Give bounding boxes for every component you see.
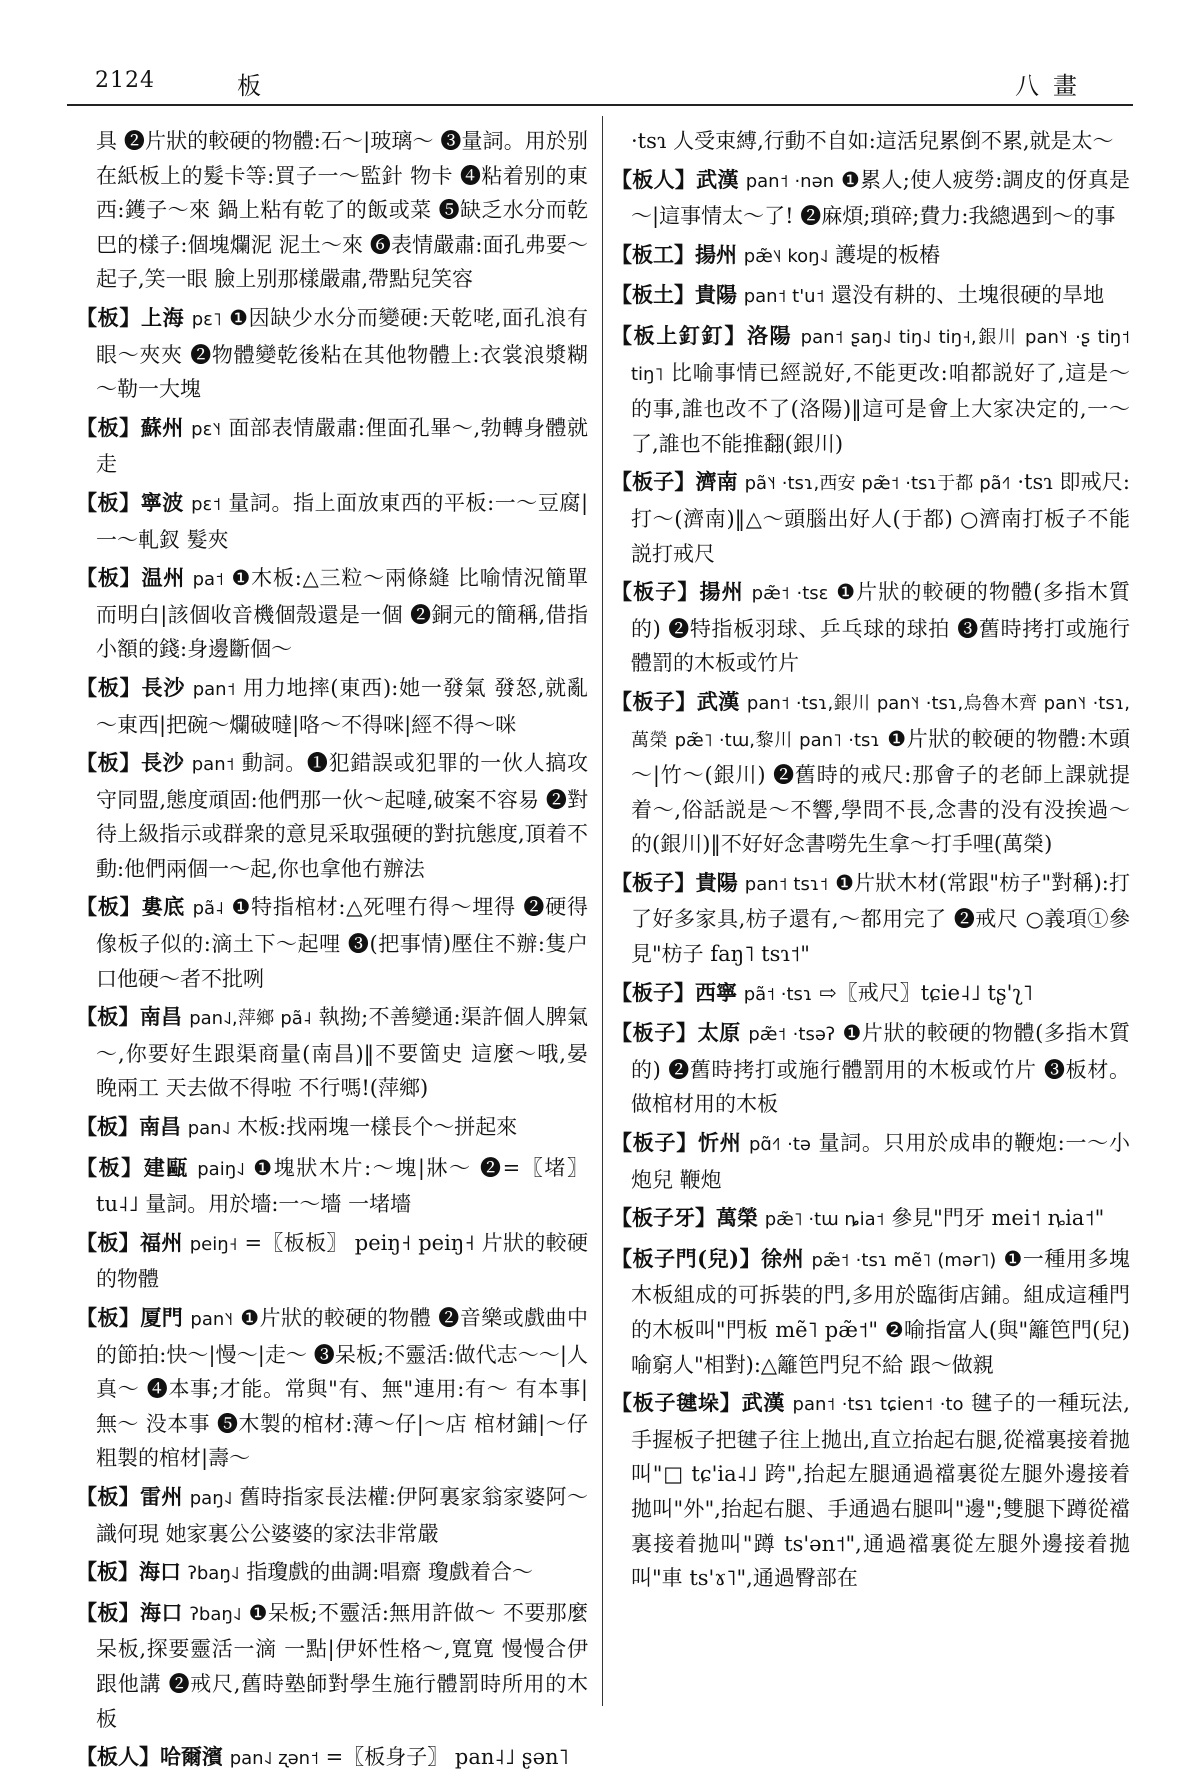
entry-dialect: 萬榮 [716, 1205, 758, 1231]
entry-headword: 【板】 [76, 1004, 140, 1030]
entry-headword: 【板子】 [611, 1020, 698, 1046]
entry-definition: 護堤的板樁 [835, 242, 941, 267]
entry-headword: 【板工】 [611, 241, 695, 267]
entry-dialect: 徐州 [761, 1245, 805, 1271]
entry-pronunciation: pæ̃˦ ·tsɿ mẽ˥ (mər˥) [811, 1249, 997, 1271]
entry-pronunciation: pan˥˧ [190, 1309, 234, 1330]
dictionary-entry [76, 746, 588, 886]
entry-pronunciation: pan˦ [191, 754, 235, 776]
dictionary-entry [611, 1242, 1130, 1382]
entry-definition: 具 ❷片狀的較硬的物體:石～|玻璃～ ❸量詞。用於别在紙板上的髮卡等:買子一～監針 物卡 ❹粘着别的東西:鑊子～來 鍋上粘有乾了的飯或菜 ❺缺乏水分而乾巴的樣子:個塊爛泥 泥土～來 ❻表情嚴肅:面孔弗要～起子,笑一眼 臉上别那樣嚴肅,帶點兒笑容 [96, 129, 588, 292]
section-label: 八畫 [1015, 72, 1091, 100]
entry-dialect: 貴陽 [695, 282, 737, 308]
entry-definition: 毽子的一種玩法,手握板子把毽子往上拋出,直立抬起右腿,從襠裏接着拋叫"□ tɕ'ia˨˩ 跨",抬起左腿通過襠裏從左腿外邊接着拋叫"外",抬起右腿、手通過右腿叫"邊";雙腿下蹲從襠裏接着拋叫"蹲 ts'ən˦",通過襠裏從左腿外邊接着拋叫"車 ts'ɤ˥",通過臀部在 [631, 1391, 1130, 1591]
dictionary-entry [611, 319, 1130, 461]
entry-pronunciation: pan˦ t'u˦ [743, 286, 825, 308]
entry-definition: ❶塊狀木片:～塊|牀～ ❷=〖堵〗 tu˨˩ 量詞。用於墻:一～墻 一堵墻 [96, 1155, 589, 1217]
page-header [67, 62, 1133, 110]
left-column [76, 124, 588, 1781]
entry-pronunciation: pæ̃˦ ·tsɛ [751, 583, 829, 605]
entry-pronunciation: pæ̃˦ ·tsəʔ [748, 1024, 836, 1046]
entry-dialect: 上海 [141, 304, 185, 330]
entry-dialect: 太原 [697, 1020, 741, 1046]
entry-dialect: 揚州 [699, 579, 744, 605]
dictionary-entry [76, 1226, 588, 1297]
dictionary-entry [76, 486, 588, 557]
entry-pronunciation: pã˥˧ ·tsɿ,西安 pæ̃˦ ·tsɿ于都 pã˧˥ [744, 473, 1011, 495]
entry-dialect: 長沙 [141, 750, 185, 776]
entry-headword: 【板】 [76, 1154, 144, 1180]
entry-dialect: 寧波 [140, 489, 184, 515]
entry-definition: 動詞。❶犯錯誤或犯罪的一伙人搞攻守同盟,態度頑固:他們那一伙～起噠,破案不容易 ❷對待上級指示或群衆的意見采取强硬的對抗態度,頂着不動:他們兩個一～起,你也拿他冇辦法 [96, 751, 588, 881]
entry-dialect: 建甌 [143, 1154, 189, 1180]
entry-definition: ❶片狀的較硬的物體:木頭～|竹～(銀川) ❷舊時的戒尺:那會子的老師上課就提着～,俗話説是～不響,學問不長,念書的没有没挨過～的(銀川)‖不好好念書嘮先生拿～打手哩(萬榮) [631, 726, 1131, 857]
entry-pronunciation: ʔbaŋ˨˩ [189, 1603, 242, 1625]
dictionary-entry [76, 1740, 588, 1777]
entry-pronunciation: pan˦ ·tsɿ,銀川 pan˥˧ ·tsɿ,烏魯木齊 pan˥˧ ·tsɿ,萬榮 pæ̃˥ ·tɯ,黎川 pan˥ ·tsɿ [631, 692, 1130, 751]
entry-headword: 【板子】 [611, 979, 695, 1005]
dictionary-entry [76, 301, 588, 407]
entry-definition: 面部表情嚴肅:俚面孔畢～,勃轉身體就走 [96, 415, 589, 477]
entry-headword: 【板】 [76, 414, 141, 440]
entry-headword: 【板】 [76, 674, 142, 700]
dictionary-entry [76, 1110, 588, 1147]
entry-definition: ⇨〖戒尺〗tɕie˨˩ tʂ'ʅ˥ [819, 980, 1034, 1005]
entry-pronunciation: pɛ˥˧ [191, 418, 222, 440]
dictionary-entry [611, 685, 1130, 862]
entry-definition: 比喻事情已經説好,不能更改:咱都説好了,這是～的事,誰也改不了(洛陽)‖這可是會上大家决定的,一～了,誰也不能推翻(銀川) [631, 360, 1130, 456]
entry-pronunciation: pã˨ [192, 898, 224, 920]
dictionary-entry [611, 866, 1130, 972]
entry-pronunciation: pan˦ ·nən [745, 170, 835, 192]
dictionary-entry [76, 671, 588, 742]
dictionary-entry [76, 1480, 588, 1551]
entry-headword: 【板土】 [611, 282, 695, 308]
entry-dialect: 西寧 [695, 979, 737, 1005]
entry-dialect: 武漢 [741, 1390, 786, 1416]
entry-headword: 【板】 [76, 304, 141, 330]
entry-headword: 【板】 [76, 1229, 140, 1255]
entry-pronunciation: pan˦ ʂaŋ˨˩ tiŋ˨˩ tiŋ˧,銀川 pan˥˧ ·ʂ tiŋ˦ tiŋ˥ [631, 326, 1130, 385]
entry-definition: 量詞。指上面放東西的平板:一～豆腐|一～軋釵 髮夾 [96, 490, 589, 552]
entry-dialect: 海口 [139, 1559, 181, 1585]
right-column [611, 124, 1130, 1600]
dictionary-entry [76, 1151, 588, 1222]
entry-pronunciation: peiŋ˧ [189, 1233, 238, 1255]
dictionary-entry [611, 575, 1130, 681]
entry-definition: ❶片狀的較硬的物體 ❷音樂或戲曲中的節拍:快～|慢～|走～ ❸呆板;不靈活:做代志～～|人真～ ❹本事;才能。常與"有、無"連用:有～ 有本事|無～ 没本事 ❺木製的棺材:薄～仔|～店 棺材鋪|～仔 粗製的棺材|壽～ [96, 1306, 589, 1471]
entry-pronunciation: pɑ̃˧˥ ·tə [748, 1134, 811, 1156]
header-rule [67, 104, 1133, 106]
entry-pronunciation: pã˦ ·tsɿ [743, 983, 813, 1005]
entry-headword: 【板子毽垛】 [611, 1390, 742, 1416]
entry-dialect: 忻州 [698, 1130, 742, 1156]
entry-pronunciation: pan˦ tsɿ˦ [744, 873, 829, 895]
entry-dialect: 海口 [140, 1599, 183, 1625]
dictionary-entry [611, 1126, 1130, 1197]
entry-definition: ❶一種用多塊木板組成的可拆裝的門,多用於臨街店鋪。組成這種門的木板叫"門板 mẽ˥ pæ̃˦" ❷喻指富人(與"籬笆門(兒) 喻窮人"相對):△籬笆門兒不給 跟～做親 [631, 1246, 1131, 1377]
column-divider [602, 116, 603, 1706]
entry-headword: 【板】 [76, 565, 142, 591]
running-head-character: 板 [237, 72, 261, 100]
entry-dialect: 福州 [140, 1229, 183, 1255]
entry-pronunciation: paŋ˨˩ [189, 1487, 233, 1509]
dictionary-entry [76, 1301, 588, 1476]
entry-definition: ❶特指棺材:△死哩冇得～埋得 ❷硬得像板子似的:滴土下～起哩 ❸(把事情)壓住不辦:隻户口他硬～者不批咧 [96, 895, 589, 991]
entry-continuation [76, 124, 588, 297]
entry-dialect: 厦門 [140, 1305, 184, 1330]
dictionary-entry [611, 1016, 1130, 1122]
entry-headword: 【板人】 [611, 166, 697, 192]
entry-headword: 【板】 [76, 1114, 139, 1140]
entry-dialect: 揚州 [695, 241, 737, 267]
entry-definition: 量詞。只用於成串的鞭炮:一～小炮兒 鞭炮 [631, 1131, 1131, 1192]
entry-dialect: 武漢 [696, 688, 740, 714]
entry-pronunciation: pan˦ ·tsɿ tɕien˦ ·to [792, 1394, 964, 1416]
dictionary-entry [611, 1201, 1130, 1238]
entry-dialect: 蘇州 [140, 414, 184, 440]
entry-definition: ❶累人;使人疲勞:調皮的伢真是～|這事情太～了! ❷麻煩;瑣碎;費力:我總遇到～的事 [631, 167, 1131, 229]
entry-definition: 執拗;不善變通:渠許個人脾氣～,你要好生跟渠商量(南昌)‖不要箇史 這麼～哦,晏 晚兩工 天去做不得啦 不行嗎!(萍鄉) [96, 1005, 589, 1101]
dictionary-entry [76, 1555, 588, 1592]
entry-definition: ❶片狀的較硬的物體(多指木質的) ❷舊時拷打或施行體罰用的木板或竹片 ❸板材。做棺材用的木板 [631, 1021, 1131, 1117]
dictionary-entry [611, 1386, 1130, 1596]
entry-headword: 【板】 [76, 489, 141, 515]
entry-definition: ❶因缺少水分而變硬:天乾咾,面孔浪有眼～夾夾 ❷物體變乾後粘在其他物體上:衣裳浪漿糊～勒一大塊 [96, 305, 588, 402]
entry-dialect: 雷州 [140, 1483, 183, 1509]
entry-dialect: 貴陽 [695, 869, 738, 895]
entry-dialect: 長沙 [141, 674, 186, 700]
entry-headword: 【板子】 [611, 579, 700, 605]
entry-definition: 參見"門牙 mei˦ ȵia˦" [891, 1206, 1105, 1231]
entry-dialect: 哈爾濱 [160, 1744, 223, 1770]
entry-headword: 【板上釘釘】 [611, 322, 747, 348]
entry-definition: 用力地摔(東西):她一發氣 發怒,就亂～東西|把碗～爛破噠|咯～不得咪|經不得～咪 [96, 675, 588, 737]
entry-dialect: 温州 [141, 565, 186, 591]
entry-pronunciation: pæ̃˥ ·tɯ ȵia˦ [764, 1209, 885, 1231]
entry-headword: 【板】 [76, 1559, 139, 1585]
entry-headword: 【板子】 [611, 869, 696, 895]
dictionary-entry [76, 1000, 588, 1106]
entry-headword: 【板子門(兒)】 [611, 1245, 762, 1271]
entry-dialect: 婁底 [141, 894, 186, 920]
entry-pronunciation: pan˨˩ ʐən˦ [229, 1748, 319, 1770]
entry-dialect: 武漢 [696, 166, 739, 192]
entry-definition: ❶木板:△三粒～兩條縫 比喻情況簡單而明白|該個收音機個殼還是一個 ❷銅元的簡稱,借指小額的錢:身邊斷個～ [96, 566, 589, 662]
entry-definition: ❶呆板;不靈活:無用許做～ 不要那麼呆板,探要靈活一滴 一點|伊妚性格～,寬寬 慢慢合伊 跟他講 ❷戒尺,舊時塾師對學生施行體罰時所用的木板 [96, 1600, 588, 1731]
entry-definition: 木板:找兩塊一樣長个～拼起來 [237, 1115, 518, 1140]
entry-pronunciation: pɛ˥ [191, 308, 222, 330]
entry-pronunciation: pa˦ [192, 569, 224, 591]
dictionary-entry [76, 561, 588, 667]
dictionary-entry [611, 976, 1130, 1013]
entry-headword: 【板子】 [611, 1130, 698, 1156]
entry-dialect: 濟南 [695, 469, 738, 495]
entry-definition: 舊時指家長法權:伊阿裏家翁家婆阿～識何現 她家裏公公婆婆的家法非常嚴 [96, 1484, 588, 1546]
entry-headword: 【板人】 [76, 1744, 160, 1770]
dictionary-entry [76, 411, 588, 482]
entry-pronunciation: paiŋ˨˩ [197, 1158, 245, 1180]
entry-definition: ❶片狀木材(常跟"枋子"對稱):打了好多家具,枋子還有,～都用完了 ❷戒尺 ○義項①參見"枋子 faŋ˥ tsɿ˦" [631, 870, 1131, 967]
page-number: 2124 [95, 68, 155, 93]
dictionary-entry [76, 890, 588, 996]
entry-definition: 指瓊戲的曲調:唱齋 瓊戲着合～ [246, 1560, 534, 1585]
entry-headword: 【板】 [76, 1305, 141, 1330]
entry-pronunciation: pan˨˩,萍鄉 pã˨ [189, 1008, 312, 1030]
entry-dialect: 南昌 [139, 1114, 181, 1140]
entry-headword: 【板】 [76, 1483, 141, 1509]
entry-pronunciation: pɛ˦ [191, 493, 222, 515]
entry-dialect: 南昌 [139, 1004, 183, 1030]
entry-continuation [611, 124, 1130, 159]
entry-definition: ❶片狀的較硬的物體(多指木質的) ❷特指板羽球、乒乓球的球拍 ❸舊時拷打或施行體罰的木板或竹片 [631, 580, 1130, 676]
dictionary-entry [611, 465, 1130, 571]
entry-pronunciation: pan˦ [192, 678, 236, 700]
dictionary-entry [611, 163, 1130, 234]
dictionary-entry [76, 1596, 588, 1736]
dictionary-entry [611, 238, 1130, 275]
entry-definition: ·tsɿ 人受束縛,行動不自如:這活兒累倒不累,就是太～ [631, 129, 1114, 153]
dictionary-entry [611, 278, 1130, 315]
entry-definition: =〖板板〗 peiŋ˧ peiŋ˧ 片狀的較硬的物體 [96, 1230, 589, 1292]
entry-pronunciation: ʔbaŋ˨˩ [187, 1563, 240, 1585]
entry-definition: =〖板身子〗 pan˨˩ ʂən˥ [325, 1745, 569, 1770]
entry-headword: 【板】 [76, 750, 142, 776]
entry-definition: 還没有耕的、土塊很硬的旱地 [831, 283, 1105, 308]
entry-dialect: 洛陽 [746, 322, 793, 348]
entry-definition: ·tsɿ 即戒尺:打～(濟南)‖△～頭腦出好人(于都) ○濟南打板子不能説打戒尺 [631, 470, 1131, 566]
entry-headword: 【板子】 [611, 469, 696, 495]
entry-headword: 【板】 [76, 894, 142, 920]
entry-headword: 【板子】 [611, 688, 697, 714]
entry-pronunciation: pæ̃˥˨ koŋ˨˩ [743, 245, 829, 267]
entry-pronunciation: pan˨˩ [187, 1118, 231, 1140]
entry-headword: 【板子牙】 [611, 1205, 716, 1231]
entry-headword: 【板】 [76, 1599, 141, 1625]
